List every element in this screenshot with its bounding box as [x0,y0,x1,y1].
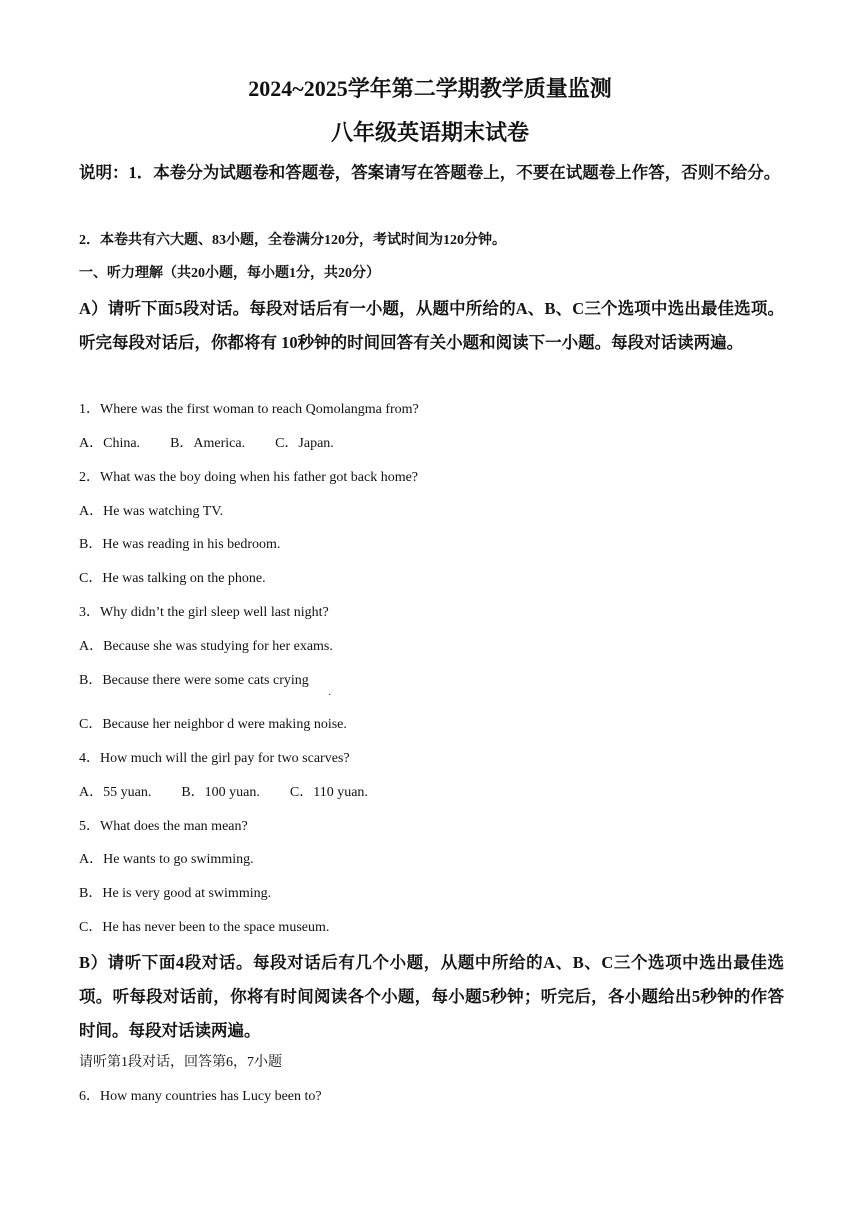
question-3: 3．Why didn’t the girl sleep well last night? [79,605,329,620]
question-1-options [79,435,334,453]
question-1-option-b: B．America. [170,436,246,451]
stray-dot-mark: · [328,690,332,701]
question-4-option-c: C．110 yuan. [289,785,368,800]
question-5-option-c: C．He has never been to the space museum. [79,920,330,935]
section-heading-listening: 一、听力理解（共20小题，每小题1分，共20分） [79,266,380,281]
question-2-option-c: C．He was talking on the phone. [79,571,266,586]
question-5: 5．What does the man mean? [79,819,248,834]
question-4: 4．How much will the girl pay for two scarves? [79,751,350,766]
part-b-instructions: B）请听下面4段对话。每段对话后有几个小题，从题中所给的A、B、C三个选项中选出最佳选项。听每段对话前，你将有时间阅读各个小题，每小题5秒钟；听完后，各小题给出5秒钟的作答时间。每段对话读两遍。 [79,953,784,1040]
question-4-option-a: A．55 yuan. [79,785,152,800]
question-5-option-a: A．He wants to go swimming. [79,852,254,867]
question-2-option-b: B．He was reading in his bedroom. [79,537,281,552]
question-6: 6．How many countries has Lucy been to? [79,1089,322,1104]
question-1-option-c: C．Japan. [275,436,334,451]
dialog-1-heading: 请听第1段对话，回答第6，7小题 [79,1055,282,1070]
exam-subtitle: 八年级英语期末试卷 [330,120,529,145]
part-a-instructions: A）请听下面5段对话。每段对话后有一小题，从题中所给的A、B、C三个选项中选出最佳选项。听完每段对话后，你都将有 10秒钟的时间回答有关小题和阅读下一小题。每段对话读两遍。 [79,299,784,352]
question-4-option-b: B．100 yuan. [181,785,260,800]
question-3-option-b: B．Because there were some cats crying [79,673,309,688]
question-1-option-a: A．China. [79,436,141,451]
question-3-option-c: C．Because her neighbor d were making noise. [79,717,347,732]
instruction-note-1: 说明：1．本卷分为试题卷和答题卷，答案请写在答题卷上，不要在试题卷上作答，否则不给分。 [79,163,781,182]
question-5-option-b: B．He is very good at swimming. [79,886,272,901]
question-2: 2．What was the boy doing when his father got back home? [79,470,419,485]
question-4-options [79,784,368,802]
instruction-note-2: 2．本卷共有六大题、83小题，全卷满分120分，考试时间为120分钟。 [79,233,506,248]
question-1: 1．Where was the first woman to reach Qomolangma from? [79,402,419,417]
question-3-option-a: A．Because she was studying for her exams. [79,639,333,654]
exam-title: 2024~2025学年第二学期教学质量监测 [248,76,612,101]
question-2-option-a: A．He was watching TV. [79,504,224,519]
